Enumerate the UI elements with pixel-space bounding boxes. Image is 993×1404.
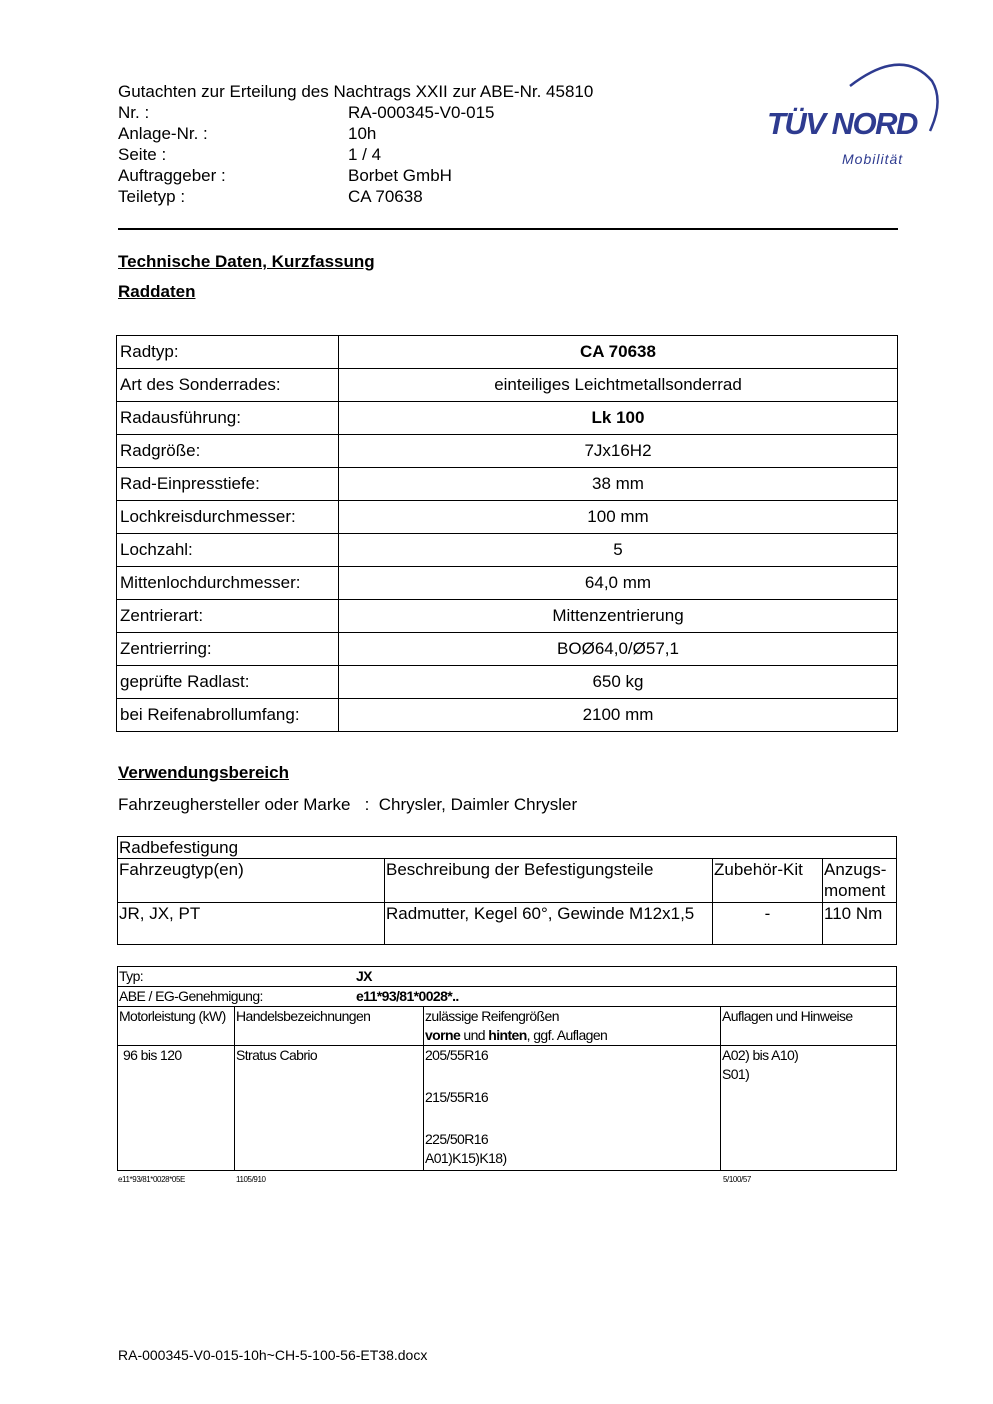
motor-cell: 96 bis 120: [118, 1046, 235, 1171]
header-row-value: RA-000345-V0-015: [348, 103, 495, 122]
wheel-data-row: [117, 666, 898, 699]
wheel-data-value: 650 kg: [339, 666, 898, 699]
wheel-data-row: [117, 501, 898, 534]
wheel-data-value: Mittenzentrierung: [339, 600, 898, 633]
wheel-data-row: [117, 633, 898, 666]
tyre-size: 225/50R16: [425, 1131, 489, 1147]
header-row-label: Nr. :: [118, 103, 150, 122]
header-row-label: Anlage-Nr. :: [118, 124, 208, 143]
wheel-data-value: 2100 mm: [339, 699, 898, 732]
header-row-value: 10h: [348, 124, 377, 143]
fastening-header: Anzugs-moment: [823, 859, 897, 903]
header-row-label: Auftraggeber :: [118, 166, 226, 185]
wheel-data-label: Lochzahl:: [117, 534, 339, 567]
fastening-cell: Radmutter, Kegel 60°, Gewinde M12x1,5: [385, 903, 713, 945]
header-row-label: Teiletyp :: [118, 187, 186, 206]
col-reifen-hinten: hinten: [488, 1027, 527, 1043]
wheel-data-value: einteiliges Leichtmetallsonderrad: [339, 369, 898, 402]
fastening-cell: JR, JX, PT: [118, 903, 385, 945]
section-heading-verwendung: Verwendungsbereich: [118, 763, 289, 782]
typ-value: JX: [356, 968, 372, 984]
fastening-title: Radbefestigung: [118, 837, 897, 859]
typ-label: Typ:: [119, 968, 144, 984]
tyre-size: 205/55R16: [425, 1047, 489, 1063]
wheel-data-row: [117, 402, 898, 435]
section-heading-raddaten: Raddaten: [118, 282, 196, 301]
tyre-notes: A01)K15)K18): [425, 1150, 507, 1166]
wheel-data-value: 38 mm: [339, 468, 898, 501]
section-heading-technische: Technische Daten, Kurzfassung: [118, 252, 375, 271]
wheel-data-label: Zentrierring:: [117, 633, 339, 666]
tyre-size: 215/55R16: [425, 1089, 489, 1105]
wheel-data-value: BOØ64,0/Ø57,1: [339, 633, 898, 666]
header-row-label: Seite :: [118, 145, 167, 164]
header-row-value: CA 70638: [348, 187, 423, 206]
foot-code-mid: 1105/910: [236, 1175, 266, 1184]
wheel-data-row: [117, 336, 898, 369]
col-reifen: [424, 1007, 721, 1046]
fastening-cell: 110 Nm: [823, 903, 897, 945]
wheel-data-label: Mittenlochdurchmesser:: [117, 567, 339, 600]
handel-cell: Stratus Cabrio: [235, 1046, 424, 1171]
col-auflagen: Auflagen und Hinweise: [721, 1007, 897, 1046]
wheel-data-label: Rad-Einpresstiefe:: [117, 468, 339, 501]
wheel-data-row: [117, 435, 898, 468]
logo-subtitle: Mobilität: [842, 151, 904, 167]
fastening-cell: -: [713, 903, 823, 945]
auflagen-line: A02) bis A10): [722, 1047, 799, 1063]
header-title: Gutachten zur Erteilung des Nachtrags XXII zur ABE-Nr. 45810: [118, 82, 594, 101]
vehicle-type-table: [117, 966, 897, 1171]
header-row-value: 1 / 4: [348, 145, 382, 164]
fastening-header: Fahrzeugtyp(en): [118, 859, 385, 903]
document-filename: RA-000345-V0-015-10h~CH-5-100-56-ET38.docx: [118, 1347, 428, 1363]
abe-value: e11*93/81*0028*..: [356, 988, 459, 1004]
wheel-data-table: [116, 335, 898, 732]
wheel-data-row: [117, 600, 898, 633]
header-divider: [118, 228, 898, 230]
header-row: [118, 123, 593, 144]
fastening-header: Beschreibung der Befestigungsteile: [385, 859, 713, 903]
wheel-data-label: Radtyp:: [117, 336, 339, 369]
wheel-data-value: 64,0 mm: [339, 567, 898, 600]
wheel-data-row: [117, 567, 898, 600]
approval-code: e11*93/81*0028*05E: [118, 1175, 185, 1184]
wheel-data-value: Lk 100: [339, 402, 898, 435]
auflagen-line: S01): [722, 1066, 750, 1082]
col-handel: Handelsbezeichnungen: [235, 1007, 424, 1046]
fastening-table: [117, 836, 897, 945]
tuv-nord-logo: [762, 56, 942, 171]
wheel-data-label: geprüfte Radlast:: [117, 666, 339, 699]
manufacturer-line: Fahrzeughersteller oder Marke : Chrysler, Daimler Chrysler: [118, 795, 578, 814]
wheel-data-row: [117, 699, 898, 732]
col-reifen-end: , ggf. Auflagen: [526, 1027, 608, 1043]
wheel-data-label: Art des Sonderrades:: [117, 369, 339, 402]
header-row-value: Borbet GmbH: [348, 166, 452, 185]
wheel-data-label: Zentrierart:: [117, 600, 339, 633]
header-row: [118, 144, 593, 165]
wheel-data-label: Radgröße:: [117, 435, 339, 468]
wheel-data-row: [117, 468, 898, 501]
col-reifen-line1: zulässige Reifengrößen: [425, 1008, 559, 1024]
fastening-header: Zubehör-Kit: [713, 859, 823, 903]
document-header: [118, 81, 593, 207]
wheel-data-row: [117, 369, 898, 402]
foot-code-right: 5/100/57: [723, 1175, 751, 1184]
abe-label: ABE / EG-Genehmigung:: [119, 988, 263, 1004]
wheel-data-value: 100 mm: [339, 501, 898, 534]
logo-wordmark: TÜV NORD: [767, 106, 917, 141]
wheel-data-value: 7Jx16H2: [339, 435, 898, 468]
wheel-data-value: 5: [339, 534, 898, 567]
auflagen-cell: [721, 1046, 897, 1171]
col-reifen-vorne: vorne: [425, 1027, 461, 1043]
header-row: [118, 165, 593, 186]
wheel-data-label: Lochkreisdurchmesser:: [117, 501, 339, 534]
wheel-data-label: bei Reifenabrollumfang:: [117, 699, 339, 732]
wheel-data-row: [117, 534, 898, 567]
col-reifen-und: und: [460, 1027, 489, 1043]
wheel-data-label: Radausführung:: [117, 402, 339, 435]
header-row: [118, 186, 593, 207]
col-motor: Motorleistung (kW): [118, 1007, 235, 1046]
header-row: [118, 102, 593, 123]
tyre-cell: [424, 1046, 721, 1171]
wheel-data-value: CA 70638: [339, 336, 898, 369]
